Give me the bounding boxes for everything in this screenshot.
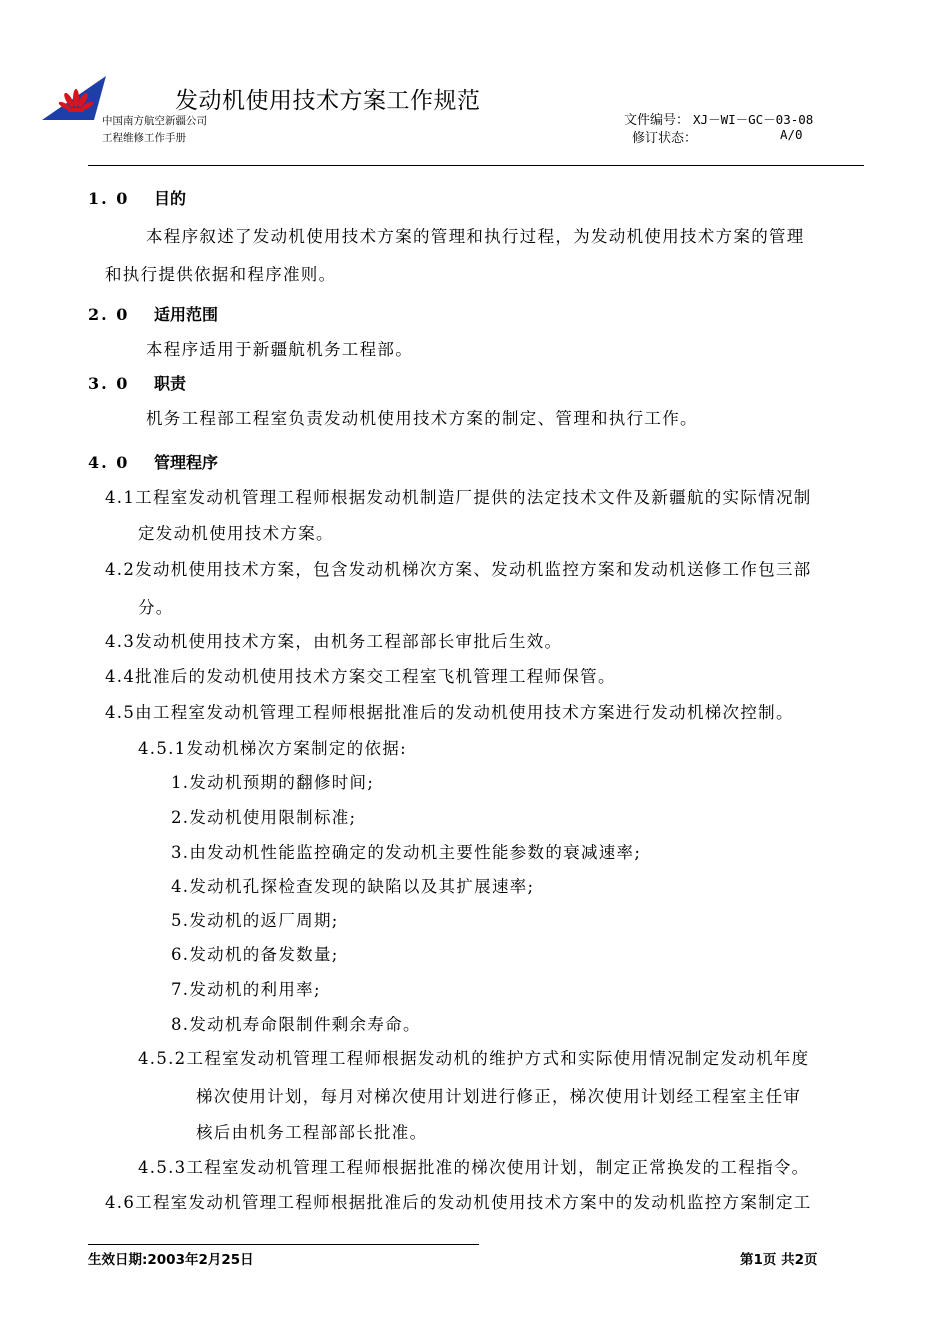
clause-4-2-line-1: 4.2发动机使用技术方案，包含发动机梯次方案、发动机监控方案和发动机送修工作包三部 — [105, 560, 812, 579]
basis-item-7: 7.发动机的利用率; — [171, 980, 321, 999]
manual-name: 工程维修工作手册 — [102, 132, 186, 144]
basis-item-8: 8.发动机寿命限制件剩余寿命。 — [171, 1015, 421, 1034]
basis-item-3: 3.由发动机性能监控确定的发动机主要性能参数的衰减速率; — [171, 843, 642, 862]
basis-item-6: 6.发动机的备发数量; — [171, 945, 339, 964]
section-heading-procedure: 4. 0 管理程序 — [88, 453, 219, 472]
section-heading-duty: 3. 0 职责 — [88, 374, 187, 393]
basis-item-4: 4.发动机孔探检查发现的缺陷以及其扩展速率; — [171, 877, 535, 896]
clause-4-1-line-1: 4.1工程室发动机管理工程师根据发动机制造厂提供的法定技术文件及新疆航的实际情况制 — [105, 488, 812, 507]
clause-4-4: 4.4批准后的发动机使用技术方案交工程室飞机管理工程师保管。 — [105, 667, 616, 686]
clause-4-5-3: 4.5.3工程室发动机管理工程师根据批准的梯次使用计划，制定正常换发的工程指令。 — [138, 1158, 810, 1177]
revision-label: 修订状态： — [632, 131, 698, 146]
clause-4-2-line-2: 分。 — [138, 598, 174, 617]
doc-no-value: XJ－WI－GC－03-08 — [693, 112, 814, 127]
company-logo — [42, 76, 110, 122]
section-heading-purpose: 1. 0 目的 — [88, 189, 187, 208]
footer-divider — [88, 1244, 479, 1245]
clause-4-6-line-1: 4.6工程室发动机管理工程师根据批准后的发动机使用技术方案中的发动机监控方案制定工 — [105, 1193, 812, 1212]
header-divider — [88, 165, 864, 166]
document-title: 发动机使用技术方案工作规范 — [175, 88, 481, 114]
document-number — [624, 109, 813, 128]
revision-value: A/0 — [780, 127, 803, 142]
clause-4-5-2-line-3: 核后由机务工程部部长批准。 — [196, 1123, 428, 1142]
basis-item-2: 2.发动机使用限制标准; — [171, 808, 357, 827]
page-number: 第1页 共2页 — [740, 1252, 818, 1268]
basis-item-1: 1.发动机预期的翻修时间; — [171, 773, 375, 792]
clause-4-5: 4.5由工程室发动机管理工程师根据批准后的发动机使用技术方案进行发动机梯次控制。 — [105, 703, 794, 722]
clause-4-3: 4.3发动机使用技术方案，由机务工程部部长审批后生效。 — [105, 632, 563, 651]
basis-item-5: 5.发动机的返厂周期; — [171, 911, 339, 930]
clause-4-5-2-line-1: 4.5.2工程室发动机管理工程师根据发动机的维护方式和实际使用情况制定发动机年度 — [138, 1049, 810, 1068]
company-name: 中国南方航空新疆公司 — [102, 115, 207, 127]
doc-no-label: 文件编号： — [624, 113, 690, 128]
purpose-line-1: 本程序叙述了发动机使用技术方案的管理和执行过程，为发动机使用技术方案的管理 — [146, 227, 805, 246]
clause-4-5-1: 4.5.1发动机梯次方案制定的依据: — [138, 739, 407, 758]
revision-status — [632, 127, 803, 146]
section-heading-scope: 2. 0 适用范围 — [88, 305, 219, 324]
scope-text: 本程序适用于新疆航机务工程部。 — [146, 340, 413, 359]
effective-date: 生效日期:2003年2月25日 — [88, 1252, 254, 1268]
duty-text: 机务工程部工程室负责发动机使用技术方案的制定、管理和执行工作。 — [146, 409, 698, 428]
purpose-line-2: 和执行提供依据和程序准则。 — [105, 265, 337, 284]
clause-4-1-line-2: 定发动机使用技术方案。 — [138, 524, 334, 543]
clause-4-5-2-line-2: 梯次使用计划，每月对梯次使用计划进行修正，梯次使用计划经工程室主任审 — [196, 1087, 802, 1106]
